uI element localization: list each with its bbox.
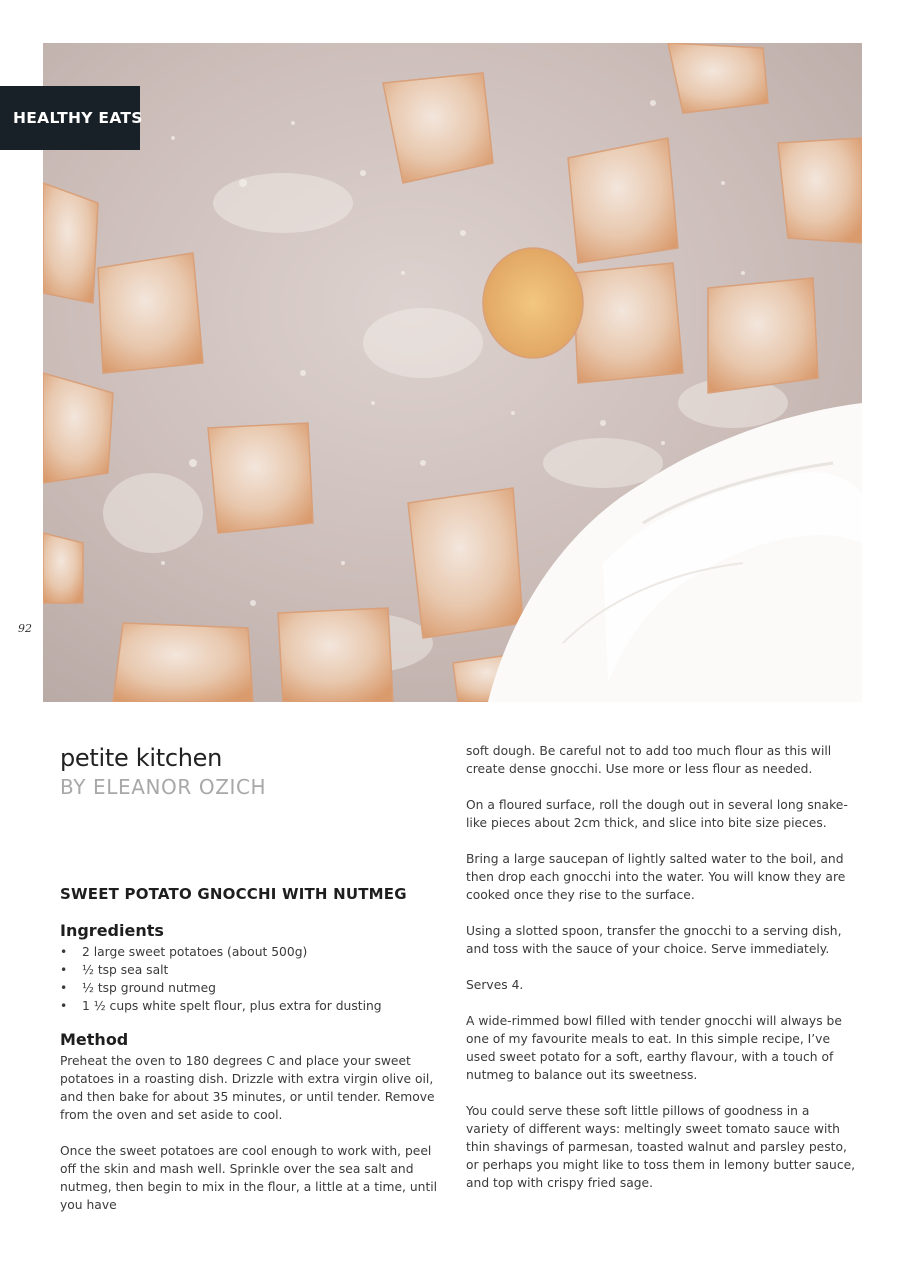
method-paragraph: Preheat the oven to 180 degrees C and place your sweet potatoes in a roasting dish. Drizzle with extra virgin olive oil, and then bake for about 35 minutes, or until tender. Remove from the oven and set aside to cool. xyxy=(60,1054,435,1122)
recipe-title: SWEET POTATO GNOCCHI WITH NUTMEG xyxy=(60,885,407,903)
method-continued xyxy=(466,742,856,1210)
bullet-icon: • xyxy=(60,963,68,977)
page-number: 92 xyxy=(18,622,32,635)
method-section xyxy=(60,1030,445,1232)
method-paragraph: Bring a large saucepan of lightly salted water to the boil, and then drop each gnocchi into the water. You will know they are cooked once they rise to the surface. xyxy=(466,852,846,902)
method-paragraph: Using a slotted spoon, transfer the gnocchi to a serving dish, and toss with the sauce of your choice. Serve immediately. xyxy=(466,924,842,956)
serves-line: Serves 4. xyxy=(466,978,524,992)
list-item: • 2 large sweet potatoes (about 500g) xyxy=(60,945,308,959)
gnocchi-photo xyxy=(43,43,862,702)
list-item: • 1 ½ cups white spelt flour, plus extra for dusting xyxy=(60,999,382,1013)
bullet-icon: • xyxy=(60,981,68,995)
bullet-icon: • xyxy=(60,999,68,1013)
bullet-icon: • xyxy=(60,945,68,959)
column-brand: petite kitchen xyxy=(60,744,223,772)
list-item: • ½ tsp sea salt xyxy=(60,963,169,977)
method-paragraph: On a floured surface, roll the dough out in several long snake-like pieces about 2cm thick, and slice into bite size pieces. xyxy=(466,798,848,830)
intro-paragraph: You could serve these soft little pillows of goodness in a variety of different ways: meltingly sweet tomato sauce with thin shavings of parmesan, toasted walnut and parsley pesto, or perhaps you might like to toss them in lemony butter sauce, and top with crispy fried sage. xyxy=(466,1104,856,1190)
ingredients-list xyxy=(60,943,445,1015)
section-tag: HEALTHY EATS xyxy=(0,86,140,150)
method-paragraph: Once the sweet potatoes are cool enough to work with, peel off the skin and mash well. Sprinkle over the sea salt and nutmeg, then begin to mix in the flour, a little at a time, until you have xyxy=(60,1144,438,1212)
ingredients-heading: Ingredients xyxy=(60,921,164,940)
column-heading xyxy=(60,742,445,800)
list-item: • ½ tsp ground nutmeg xyxy=(60,981,216,995)
method-paragraph: soft dough. Be careful not to add too much flour as this will create dense gnocchi. Use more or less flour as needed. xyxy=(466,744,832,776)
method-heading: Method xyxy=(60,1030,129,1049)
ingredients-section xyxy=(60,921,445,1015)
intro-paragraph: A wide-rimmed bowl filled with tender gnocchi will always be one of my favourite meals to eat. In this simple recipe, I’ve used sweet potato for a soft, earthy flavour, with a touch of nutmeg to balance out its sweetness. xyxy=(466,1014,842,1082)
column-byline: BY ELEANOR OZICH xyxy=(60,775,267,799)
